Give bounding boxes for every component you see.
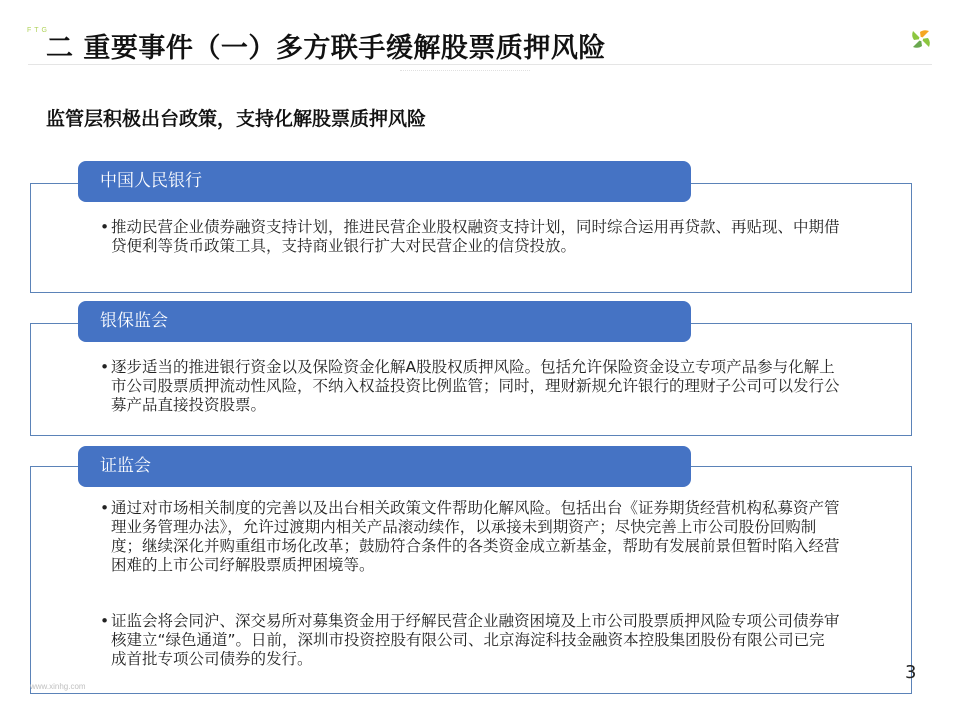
- page-number: 3: [905, 662, 917, 683]
- cbirc-header: 银保监会: [78, 301, 691, 342]
- cbirc-bullet: • 逐步适当的推进银行资金以及保险资金化解A股股权质押风险。包括允许保险资金设立专项产品参与化解上市公司股票质押流动性风险，不纳入权益投资比例监管；同时，理财新规允许银行的理财子公司可以发行公募产品直接投资股票。: [100, 358, 840, 415]
- section-subtitle: 监管层积极出台政策，支持化解股票质押风险: [46, 108, 427, 130]
- footer-url: www.xinhg.com: [30, 682, 86, 691]
- page-title: 二 重要事件（一）多方联手缓解股票质押风险: [46, 33, 606, 64]
- pboc-bullet: • 推动民营企业债券融资支持计划，推进民营企业股权融资支持计划，同时综合运用再贷款、再贴现、中期借贷便利等货币政策工具，支持商业银行扩大对民营企业的信贷投放。: [100, 218, 840, 256]
- brand-tag: FTG: [27, 27, 50, 34]
- pboc-header: 中国人民银行: [78, 161, 691, 202]
- pinwheel-logo-icon: [910, 28, 932, 50]
- csrc-bullet-2: • 证监会将会同沪、深交易所对募集资金用于纾解民营企业融资困境及上市公司股票质押风险专项公司债券审核建立“绿色通道”。日前，深圳市投资控股有限公司、北京海淀科技金融资本控股集团股份有限公司已完成首批专项公司债券的发行。: [100, 612, 840, 669]
- csrc-bullet-1: • 通过对市场相关制度的完善以及出台相关政策文件帮助化解风险。包括出台《证券期货经营机构私募资产管理业务管理办法》，允许过渡期内相关产品滚动续作，以承接未到期资产；尽快完善上市公司股份回购制度；继续深化并购重组市场化改革；鼓励符合条件的各类资金成立新基金，帮助有发展前景但暂时陷入经营困难的上市公司纾解股票质押困境等。: [100, 499, 840, 575]
- title-divider: [28, 64, 932, 65]
- title-dotted-divider: [400, 70, 530, 71]
- csrc-header: 证监会: [78, 446, 691, 487]
